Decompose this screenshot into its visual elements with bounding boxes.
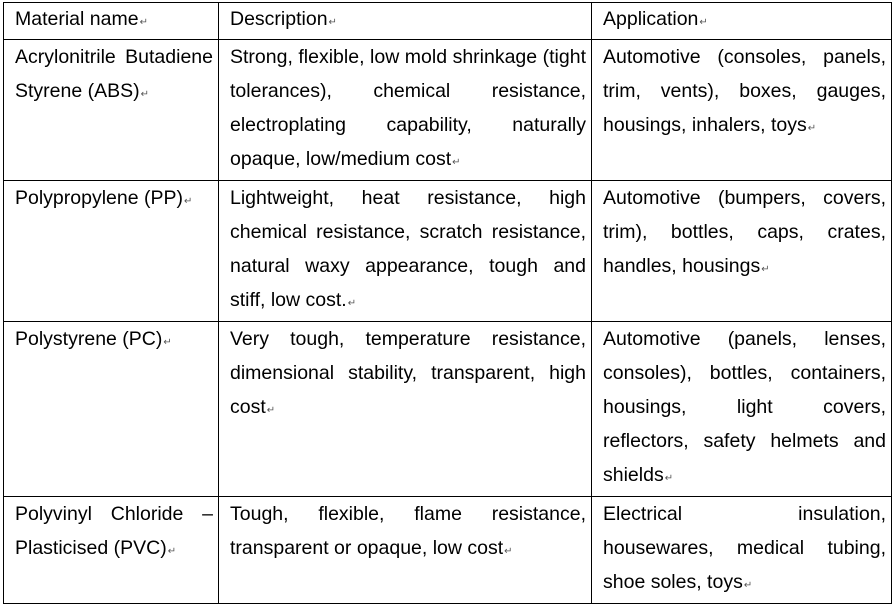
table-cell — [4, 497, 219, 604]
paragraph-mark-icon: ↵ — [139, 17, 148, 28]
material-name: Polypropylene (PP) — [15, 187, 183, 209]
header-application: Application — [603, 8, 699, 30]
header-description: Description — [230, 8, 328, 30]
table-cell — [4, 181, 219, 322]
paragraph-mark-icon: ↵ — [504, 546, 513, 557]
material-description: Lightweight, heat resistance, high chemical resistance, scratch resistance, natural waxy appearance, tough and stiff, low cost. — [230, 187, 586, 311]
table-cell — [592, 497, 892, 604]
paragraph-mark-icon: ↵ — [163, 337, 172, 348]
material-application: Automotive (panels, lenses, consoles), bottles, containers, housings, light covers, reflectors, safety helmets and shields — [603, 328, 886, 486]
paragraph-mark-icon: ↵ — [664, 473, 674, 484]
table-cell — [219, 322, 592, 497]
material-description: Tough, flexible, flame resistance, transparent or opaque, low cost — [230, 503, 586, 559]
header-cell — [4, 3, 219, 40]
material-name: Polyvinyl Chloride – Plasticised (PVC) — [15, 503, 213, 559]
paragraph-mark-icon: ↵ — [140, 89, 150, 100]
table-row — [4, 322, 892, 497]
table-cell — [4, 40, 219, 181]
table-row — [4, 40, 892, 181]
paragraph-mark-icon: ↵ — [761, 264, 770, 275]
table-cell — [4, 322, 219, 497]
table-row — [4, 181, 892, 322]
table-cell — [219, 497, 592, 604]
material-description: Strong, flexible, low mold shrinkage (tight tolerances), chemical resistance, electroplating capability, naturally opaque, low/medium cost — [230, 46, 586, 170]
paragraph-mark-icon: ↵ — [184, 196, 193, 207]
table-row — [4, 497, 892, 604]
paragraph-mark-icon: ↵ — [699, 17, 708, 28]
material-name: Acrylonitrile Butadiene Styrene (ABS) — [15, 46, 213, 102]
paragraph-mark-icon: ↵ — [807, 123, 817, 134]
materials-table — [3, 2, 892, 604]
header-material-name: Material name — [15, 8, 139, 30]
material-name: Polystyrene (PC) — [15, 328, 163, 350]
table-cell — [592, 181, 892, 322]
paragraph-mark-icon: ↵ — [452, 157, 461, 168]
material-description: Very tough, temperature resistance, dimensional stability, transparent, high cost — [230, 328, 586, 418]
table-cell — [219, 40, 592, 181]
table-header-row — [4, 3, 892, 40]
paragraph-mark-icon: ↵ — [328, 17, 337, 28]
header-cell — [219, 3, 592, 40]
paragraph-mark-icon: ↵ — [266, 405, 276, 416]
table-cell — [219, 181, 592, 322]
paragraph-mark-icon: ↵ — [347, 298, 357, 309]
material-application: Electrical insulation, housewares, medical tubing, shoe soles, toys — [603, 503, 886, 593]
table-cell — [592, 40, 892, 181]
material-application: Automotive (consoles, panels, trim, vents), boxes, gauges, housings, inhalers, toys — [603, 46, 886, 136]
paragraph-mark-icon: ↵ — [167, 546, 177, 557]
paragraph-mark-icon: ↵ — [743, 580, 753, 591]
table-cell — [592, 322, 892, 497]
material-application: Automotive (bumpers, covers, trim), bottles, caps, crates, handles, housings — [603, 187, 886, 277]
header-cell — [592, 3, 892, 40]
